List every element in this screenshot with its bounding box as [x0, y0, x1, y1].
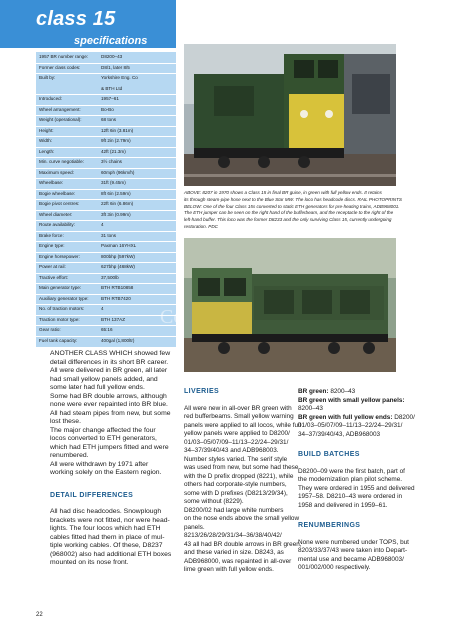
spec-value: BTH 137AZ [101, 316, 125, 322]
text-line: All were withdrawn by 1971 after [50, 460, 149, 468]
caption-line: BELOW: One of the four Class 15s converted to static ETH generators for pre-heating trains, ADB968001. [184, 203, 400, 209]
livery-line [298, 422, 418, 431]
livery-label: 01/03–05/07/09–11/13–22/24–29/31/ [298, 422, 403, 429]
spec-value: 3ft 3in (0.99m) [101, 211, 131, 217]
spec-divider [36, 252, 176, 253]
text-line: red bufferbeams. Small yellow warning [184, 413, 294, 420]
spec-divider [36, 73, 176, 74]
caption-line: restoration. PDC [184, 223, 218, 229]
spec-label: Introduced: [39, 96, 62, 101]
text-line: cables fitted had them in place of mul- [50, 533, 165, 541]
spec-label: Height: [39, 127, 54, 133]
spec-value: 22ft 6in (6.86m) [101, 201, 134, 206]
spec-divider [36, 115, 176, 116]
spec-label: Width: [39, 138, 53, 143]
livery-line [298, 388, 418, 397]
text-line: tiple working cables. Of these, D8237 [50, 542, 163, 549]
spec-divider [36, 157, 176, 158]
text-line: mounted on its nose front. [50, 559, 129, 566]
spec-label: Weight (operational): [39, 117, 82, 122]
text-line: D8200/02 had large white numbers [184, 506, 284, 514]
spec-value: Yorkshire Eng. Co [101, 75, 138, 80]
text-line: the modernization plan pilot scheme. [298, 476, 403, 483]
text-line: none were ever repainted into BR blue. [50, 401, 168, 408]
text-line: locos converted to ETH generators, [50, 435, 157, 442]
watermark: Co [160, 306, 184, 328]
spec-value: 800bhp (597kW) [101, 253, 135, 259]
caption-line: left-hand buffer. This loco was the former D8233 and the only surviving Class 15, currently undergoing [184, 217, 392, 223]
livery-label: BR green: [298, 388, 331, 395]
text-line: on the nose ends above the small yellow [184, 515, 300, 522]
spec-value: 1957–61 [101, 96, 119, 101]
spec-label: Bogie pivot centres: [39, 201, 80, 206]
batches-column [298, 388, 418, 573]
spec-divider [36, 168, 176, 169]
text-line: None were numbered under TOPS, but [298, 538, 409, 546]
spec-value: BTH RTB7420 [101, 295, 131, 301]
spec-value: & BTH Ltd [101, 85, 123, 91]
livery-line [298, 414, 418, 423]
text-line: All were delivered in BR green, all later [50, 367, 168, 374]
livery-line [298, 405, 418, 414]
spec-label: No. of traction motors: [39, 306, 85, 311]
spec-label: Former class codes: [39, 64, 81, 70]
spec-divider [36, 105, 176, 106]
text-line: All had steam pipes from new, but some [50, 409, 171, 417]
spec-divider [36, 262, 176, 263]
spec-label: Length: [39, 148, 55, 154]
spec-divider [36, 94, 176, 95]
text-line: D8200–09 were the first batch, part of [298, 467, 405, 475]
section-heading: RENUMBERINGS [298, 522, 361, 529]
text-line: mental use and became ADB968003/ [298, 555, 404, 563]
text-line: ANOTHER CLASS WHICH showed few [50, 350, 171, 357]
spec-divider [36, 241, 176, 242]
spec-label: Min. curve negotiable: [39, 159, 84, 164]
text-line: 8213/26/28/29/31/34–36/38/40/42/ [184, 532, 282, 539]
text-line: The major change affected the four [50, 426, 156, 434]
specifications-table [36, 52, 176, 347]
liveries-column [184, 388, 302, 575]
text-line: others had corporate-style numbers, [184, 481, 287, 488]
spec-value: 3½ chains [101, 159, 122, 164]
text-line: with the D prefix dropped (8221), while [184, 472, 294, 480]
spec-divider [36, 325, 176, 326]
spec-divider [36, 147, 176, 148]
spec-label: Power at rail: [39, 264, 66, 269]
spec-label: Wheelbase: [39, 180, 64, 185]
spec-value: D8/1, later 8/5 [101, 64, 130, 70]
livery-label: 34–37/39/40/43, ADB968003 [298, 430, 381, 438]
text-line: panels. [184, 523, 205, 531]
text-line: lights. The four locos which had ETH [50, 525, 161, 532]
spec-label: Auxiliary generator type: [39, 295, 89, 301]
spec-value: 8ft 6in (2.59m) [101, 190, 131, 196]
text-line: some with D prefixes (D8213/29/34), [184, 489, 288, 497]
text-line: some without (8229). [184, 498, 244, 505]
spec-label: Route availability: [39, 222, 76, 227]
eth-locomotive-illustration [184, 238, 396, 372]
spec-divider [36, 294, 176, 295]
locomotive-photo-illustration [184, 44, 396, 186]
text-line: was used from new, but some had these [184, 464, 299, 471]
text-line: 1957–58. D8210–43 were ordered in [298, 493, 403, 500]
photo-caption [184, 190, 402, 231]
caption-line: its through steam-pipe hose next to the Blue Star MW. The loco has headcode discs. RAIL PHOTOPRINTS [184, 196, 402, 202]
livery-label: BR green with full yellow ends: [298, 413, 395, 421]
text-line: 34–37/39/40/43 and ADB968003. [184, 447, 279, 454]
spec-label: Built by: [39, 75, 56, 80]
spec-divider [36, 126, 176, 127]
spec-value: 4 [101, 306, 104, 311]
spec-value: D8200–43 [101, 54, 123, 59]
spec-divider [36, 210, 176, 211]
livery-label: BR green with small yellow panels: [298, 396, 405, 404]
spec-divider [36, 283, 176, 284]
spec-value: 68 tons [101, 117, 117, 122]
text-line: Some had BR double arrows, although [50, 392, 167, 400]
page-subtitle: specifications [74, 35, 148, 47]
livery-label: 8200–43 [298, 405, 323, 412]
intro-column [50, 350, 180, 568]
livery-line [298, 431, 418, 440]
text-line: They were ordered in 1955 and delivered [298, 484, 415, 492]
spec-value: Paxman 16YHXL [101, 243, 137, 248]
text-line: and these varied in size. D8243, as [184, 549, 284, 556]
text-line: 43 all had BR double arrows in BR green, [184, 540, 302, 548]
text-line: 001/002/000 respectively. [298, 564, 371, 571]
text-line: 1958 and delivered in 1959–61. [298, 501, 388, 509]
spec-label: Bogie wheelbase: [39, 190, 76, 196]
spec-value: Bo-Bo [101, 106, 114, 112]
spec-label: Wheel diameter: [39, 211, 73, 217]
spec-divider [36, 220, 176, 221]
text-line: some later had full yellow ends. [50, 384, 145, 391]
spec-value: 37,500lb [101, 274, 119, 280]
text-line: 8203/33/37/43 were taken into Depart- [298, 547, 408, 554]
text-line: had small yellow panels added, and [50, 375, 158, 383]
spec-label: Main generator type: [39, 285, 82, 290]
spec-label: Tractive effort: [39, 274, 69, 280]
text-line: (968002) also had additional ETH boxes [50, 550, 172, 558]
spec-divider [36, 231, 176, 232]
text-line: panels were applied to all locos, while full [184, 421, 301, 429]
spec-label: Traction motor type: [39, 316, 80, 322]
spec-value: 31 tons [101, 232, 117, 238]
spec-value: 4 [101, 222, 104, 227]
livery-value: D8200/ [394, 413, 415, 421]
spec-divider [36, 199, 176, 200]
spec-label: Maximum speed: [39, 169, 74, 175]
section-heading: DETAIL DIFFERENCES [50, 491, 134, 499]
spec-label: Engine type: [39, 243, 65, 248]
text-line: which had ETH jumpers fitted and were [50, 443, 169, 451]
spec-label: Fuel tank capacity: [39, 337, 78, 343]
spec-divider [36, 304, 176, 305]
spec-divider [36, 273, 176, 274]
text-line: All were new in all-over BR green with [184, 404, 292, 412]
spec-value: 12ft 6in (3.81m) [101, 127, 134, 133]
text-line: renumbered. [50, 452, 89, 459]
spec-divider [36, 63, 176, 64]
spec-divider [36, 189, 176, 190]
spec-label: Brake force: [39, 232, 64, 238]
bottom-locomotive-photo [184, 238, 396, 372]
top-locomotive-photo [184, 44, 396, 186]
text-line: brackets were not fitted, nor were head- [50, 516, 170, 524]
spec-value: 31ft (9.45m) [101, 180, 126, 185]
livery-line [298, 397, 418, 406]
text-line: working solely on the Eastern region. [50, 469, 162, 476]
spec-value: 65:16 [101, 327, 113, 332]
livery-value: 8200–43 [330, 388, 356, 395]
text-line: yellow panels were applied to D8200/ [184, 430, 290, 437]
spec-divider [36, 136, 176, 137]
page-number: 22 [36, 612, 43, 618]
text-line: lime green with full yellow ends. [184, 566, 274, 573]
page-title: class 15 [36, 8, 116, 30]
spec-value: 60mph (96km/h) [101, 169, 135, 175]
spec-divider [36, 178, 176, 179]
section-heading: BUILD BATCHES [298, 451, 360, 458]
spec-value: BTH RTB10858 [101, 285, 134, 290]
section-heading: LIVERIES [184, 388, 220, 395]
text-line: All had disc headcodes. Snowplough [50, 508, 162, 515]
spec-label: Engine horsepower: [39, 253, 80, 259]
spec-value: 9ft 2in (2.79m) [101, 138, 131, 143]
spec-value: 400gal (1,800ltr) [101, 337, 135, 343]
spec-divider [36, 315, 176, 316]
text-line: 01/03–05/07/09–11/13–22/24–29/31/ [184, 438, 289, 446]
spec-value: 627bhp (468kW) [101, 264, 135, 269]
spec-label: 1957 BR number range: [39, 54, 89, 59]
caption-line: The ETH jumper can be seen on the right hand of the bufferbeam, and the receptacle to the right of the [184, 210, 394, 216]
spec-value: 42ft (21.3m) [101, 148, 126, 154]
text-line: lost these. [50, 418, 81, 425]
spec-label: Gear ratio: [39, 327, 61, 332]
caption-line: ABOVE: 8207 in 1970 shows a Class 15 in final BR guise, in green with full yellow ends. It retains [184, 190, 382, 195]
text-line: Number styles varied. The serif style [184, 455, 288, 463]
text-line: ADB968000, was repainted in all-over [184, 557, 292, 565]
spec-label: Wheel arrangement: [39, 106, 81, 112]
text-line: detail differences in its short BR career. [50, 358, 169, 366]
spec-divider [36, 336, 176, 337]
